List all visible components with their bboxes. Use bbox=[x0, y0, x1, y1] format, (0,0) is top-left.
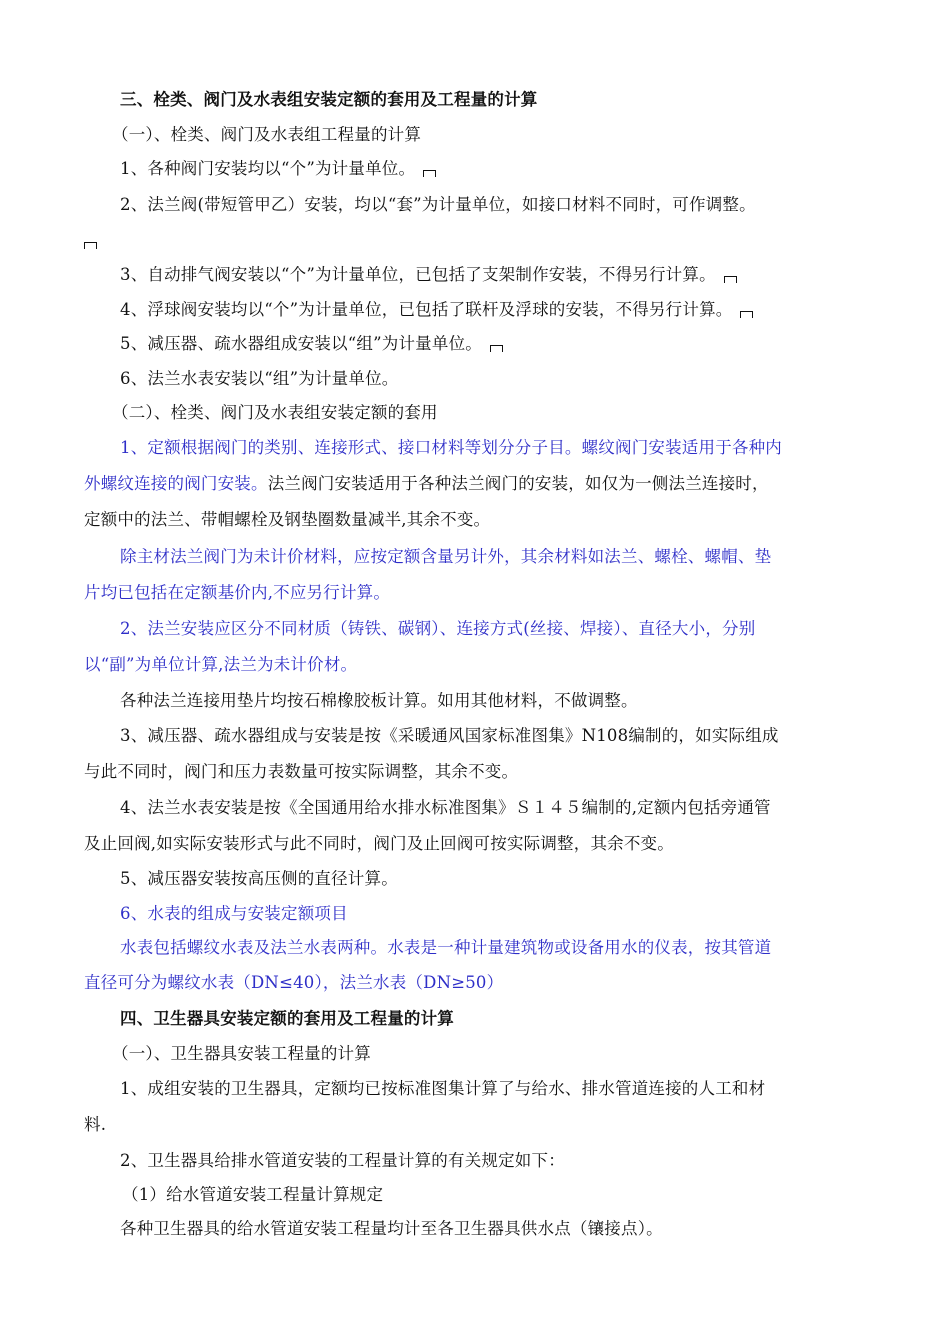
section-4-item-2-sub-1: （1）给水管道安装工程量计算规定 bbox=[122, 1185, 384, 1204]
item-2: 2、法兰阀(带短管甲乙）安装，均以“套”为计量单位，如接口材料不同时，可作调整。 bbox=[120, 195, 756, 214]
section-3-heading: 三、栓类、阀门及水表组安装定额的套用及工程量的计算 bbox=[120, 90, 538, 109]
item-5 bbox=[0, 332, 950, 356]
paragraph-2-line-1: 除主材法兰阀门为未计价材料，应按定额含量另计外，其余材料如法兰、螺栓、螺帽、垫 bbox=[120, 547, 772, 566]
paragraph-mark-icon bbox=[740, 311, 753, 318]
paragraph-mark-icon bbox=[490, 345, 503, 352]
paragraph-1-line-2-blue: 外螺纹连接的阀门安装。 bbox=[84, 474, 268, 493]
paragraph-mark-icon bbox=[84, 242, 97, 249]
item-5-text: 5、减压器、疏水器组成安装以“组”为计量单位。 bbox=[120, 334, 482, 353]
subsection-1-title: （一）、栓类、阀门及水表组工程量的计算 bbox=[112, 125, 422, 144]
paragraph-4: 各种法兰连接用垫片均按石棉橡胶板计算。如用其他材料，不做调整。 bbox=[120, 691, 638, 710]
paragraph-9-line-1: 水表包括螺纹水表及法兰水表两种。水表是一种计量建筑物或设备用水的仪表，按其管道 bbox=[120, 938, 772, 957]
paragraph-6-line-1: 4、法兰水表安装是按《全国通用给水排水标准图集》Ｓ１４５编制的,定额内包括旁通管 bbox=[120, 798, 771, 817]
item-1 bbox=[0, 157, 950, 181]
section-4-item-2-sub-1-text: 各种卫生器具的给水管道安装工程量均计至各卫生器具供水点（镶接点）。 bbox=[120, 1219, 663, 1238]
item-1-text: 1、各种阀门安装均以“个”为计量单位。 bbox=[120, 159, 416, 178]
section-4-heading: 四、卫生器具安装定额的套用及工程量的计算 bbox=[120, 1009, 454, 1028]
section-4-item-1-line-1: 1、成组安装的卫生器具，定额均已按标准图集计算了与给水、排水管道连接的人工和材 bbox=[120, 1079, 766, 1098]
paragraph-7: 5、减压器安装按高压侧的直径计算。 bbox=[120, 869, 398, 888]
item-4-text: 4、浮球阀安装均以“个”为计量单位，已包括了联杆及浮球的安装，不得另行计算。 bbox=[120, 300, 733, 319]
paragraph-6-line-2: 及止回阀,如实际安装形式与此不同时，阀门及止回阀可按实际调整，其余不变。 bbox=[84, 834, 674, 853]
section-4-item-2: 2、卫生器具给排水管道安装的工程量计算的有关规定如下： bbox=[120, 1151, 565, 1170]
paragraph-1-line-3: 定额中的法兰、带帽螺栓及钢垫圈数量减半,其余不变。 bbox=[84, 510, 491, 529]
paragraph-1-line-2-black: 法兰阀门安装适用于各种法兰阀门的安装，如仅为一侧法兰连接时， bbox=[267, 474, 769, 493]
subsection-2-title: （二）、栓类、阀门及水表组安装定额的套用 bbox=[112, 403, 438, 422]
item-3 bbox=[0, 263, 950, 287]
paragraph-mark-icon bbox=[724, 276, 737, 283]
section-4-subsection-1-title: （一）、卫生器具安装工程量的计算 bbox=[112, 1044, 371, 1063]
paragraph-5-line-1: 3、减压器、疏水器组成与安装是按《采暖通风国家标准图集》N108编制的，如实际组成 bbox=[120, 726, 779, 745]
paragraph-1-line-1: 1、定额根据阀门的类别、连接形式、接口材料等划分分子目。螺纹阀门安装适用于各种内 bbox=[120, 438, 782, 457]
paragraph-2-line-2: 片均已包括在定额基价内,不应另行计算。 bbox=[84, 583, 391, 602]
item-4 bbox=[0, 298, 950, 322]
paragraph-8: 6、水表的组成与安装定额项目 bbox=[120, 904, 348, 923]
item-6: 6、法兰水表安装以“组”为计量单位。 bbox=[120, 369, 399, 388]
paragraph-9-line-2: 直径可分为螺纹水表（DN≤40），法兰水表（DN≥50） bbox=[84, 973, 504, 992]
paragraph-mark-icon bbox=[423, 170, 436, 177]
section-4-item-1-line-2: 料. bbox=[84, 1115, 107, 1134]
item-2-mark-line bbox=[0, 229, 950, 253]
paragraph-3-line-1: 2、法兰安装应区分不同材质（铸铁、碳钢）、连接方式(丝接、焊接）、直径大小，分别 bbox=[120, 619, 756, 638]
paragraph-1-line-2 bbox=[0, 472, 950, 496]
paragraph-5-line-2: 与此不同时，阀门和压力表数量可按实际调整，其余不变。 bbox=[84, 762, 519, 781]
paragraph-3-line-2: 以“副”为单位计算,法兰为未计价材。 bbox=[84, 655, 358, 674]
item-3-text: 3、自动排气阀安装以“个”为计量单位，已包括了支架制作安装，不得另行计算。 bbox=[120, 265, 716, 284]
